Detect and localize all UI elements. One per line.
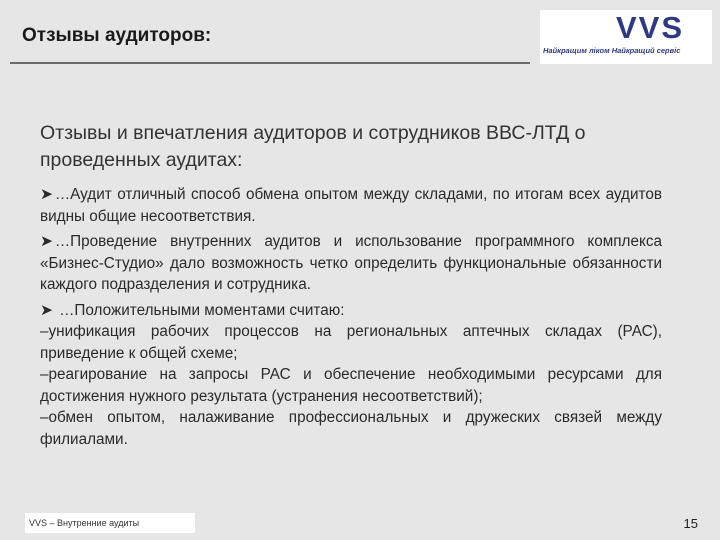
company-logo — [540, 10, 712, 64]
header-divider — [10, 62, 530, 64]
bullet-item-3 — [40, 300, 662, 322]
bullet-item-2 — [40, 231, 662, 296]
bullet-text-2: …Проведение внутренних аудитов и использование программного комплекса «Бизнес-Студио» дало возможность четко определить функциональные обязанности каждого подразделения и сотрудника. — [40, 233, 662, 293]
sub-item-3: –обмен опытом, налаживание профессиональных и дружеских связей между филиалами. — [40, 409, 662, 448]
intro-text: Отзывы и впечатления аудиторов и сотрудников ВВС-ЛТД о проведенных аудитах: — [40, 122, 586, 171]
logo-mark: VVS — [616, 10, 685, 45]
footer-text: VVS – Внутренние аудиты — [29, 518, 140, 528]
bullet-text-3: …Положительными моментами считаю: — [54, 301, 345, 319]
bullet-text-1: …Аудит отличный способ обмена опытом между складами, по итогам всех аудитов видны общие несоответствия. — [40, 186, 662, 225]
arrow-right-icon: ➤ — [40, 186, 53, 203]
arrow-right-icon: ➤ — [40, 301, 53, 319]
bullet-item-1 — [40, 184, 662, 227]
footer-label — [25, 513, 195, 533]
page-title: Отзывы аудиторов: — [22, 25, 212, 46]
content-area — [40, 120, 662, 450]
sub-item-2: –реагирование на запросы РАС и обеспечение необходимыми ресурсами для достижения нужного результата (устранения несоответствий); — [40, 366, 662, 405]
logo-slogan: Найкращим ліком Найкращий сервіс — [543, 46, 681, 55]
sub-item-1: –унификация рабочих процессов на региональных аптечных складах (РАС), приведение к общей схеме; — [40, 323, 662, 362]
arrow-right-icon: ➤ — [40, 233, 53, 250]
page-number: 15 — [683, 516, 698, 531]
